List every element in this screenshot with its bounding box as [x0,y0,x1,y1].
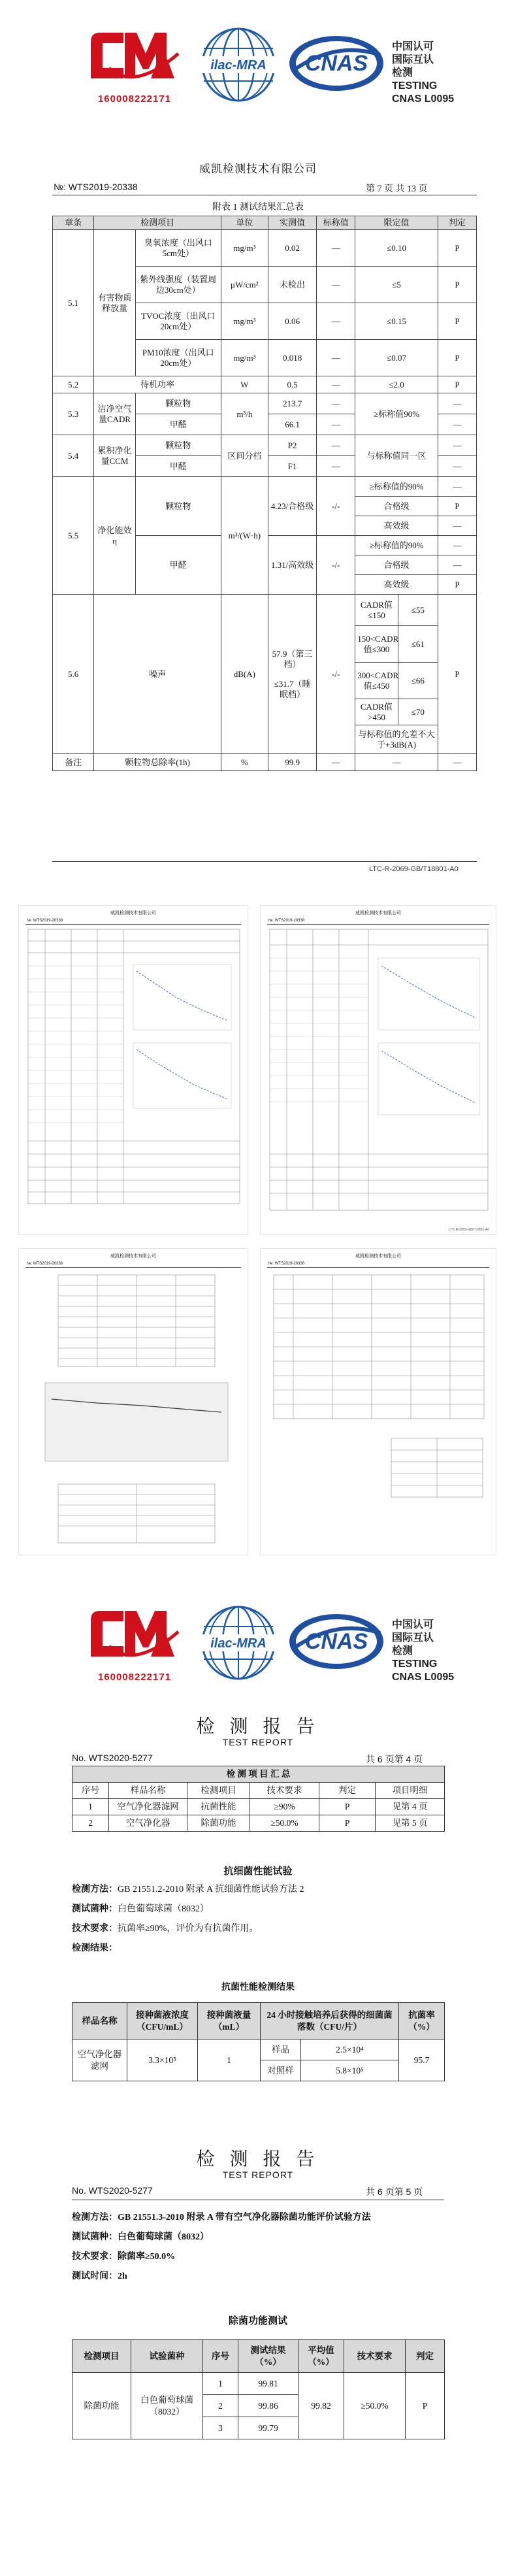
svg-text:CNAS: CNAS [304,1629,368,1654]
table-row: 紫外线强度（装置周边30cm处） μW/cm² 未检出 — ≤5 P [53,267,477,303]
test-items-summary-table [72,1766,445,1832]
table-row: 300<CADR值≤450 ≤66 [53,663,477,699]
table-header-row: 样品名称 接种菌液浓度（CFU/mL） 接种菌液量（mL） 24 小时接触培养后获得的细菌菌落数（CFU/片） 抗菌率（%） [73,2003,445,2039]
table-row: 除菌功能 白色葡萄球菌（8032） 1 99.81 99.82 ≥50.0% P [73,2373,445,2395]
ilac-globe-icon [196,1600,281,1685]
svg-text:ilac-MRA: ilac-MRA [210,58,266,73]
ilac-mra-logo [196,22,281,107]
antibac-method: 检测方法：GB 21551.2-2010 附录 A 抗细菌性能试验方法 2 [72,1885,304,1894]
col-header: 实测值 [268,216,316,230]
cma-number: 160008222171 [97,93,172,105]
cma-logo [84,1606,185,1683]
report2-subtitle: TEST REPORT [222,1737,294,1747]
thumbnail-content-icon [261,906,496,1235]
table-row: TVOC浓度（出风口20cm处） mg/m³ 0.06 — ≤0.15 P [53,303,477,340]
col-header: 标称值 [317,216,355,230]
antibac-requirement: 技术要求：抗菌率≥90%，评价为有抗菌作用。 [72,1924,259,1934]
cma-logo [84,27,185,105]
table-row: 5.2 待机功率 W 0.5 — ≤2.0 P [53,376,477,393]
cnas-mark-icon [287,1612,385,1671]
antibac-section-title: 抗细菌性能试验 [223,1866,293,1877]
cnas-caption [392,1619,454,1684]
report2-page: 共 6 页第 4 页 [366,1754,423,1764]
svg-text:CNAS: CNAS [304,51,368,76]
table-row: 5.3 洁净空气量CADR 颗粒物 m³/h 213.7 — ≥标称值90% — [53,393,477,414]
page-thumbnail[interactable]: 威凯检测技术有限公司 №: WTS2019-20338 [260,1248,496,1555]
table-row: 高效级 — [53,516,477,536]
table-row: 3 99.79 [73,2417,445,2439]
logo-header [0,1578,516,1702]
table-row: 备注 颗粒物总除率(1h) % 99.9 — — — [53,754,477,771]
table-row: 甲醛 1.31/高效级 -/- ≥标称值的90% — [53,536,477,555]
table-row: PM10浓度（出风口20cm处） mg/m³ 0.018 — ≤0.07 P [53,340,477,376]
table-row: 5.1 有害物质释放量 臭氧浓度（出风口5cm处） mg/m³ 0.02 — ≤0.10 P [53,230,477,267]
cnas-line: TESTING [392,80,438,91]
report3-page: 共 6 页第 5 页 [366,2187,423,2197]
report3-subtitle: TEST REPORT [222,2170,294,2180]
thumbnail-content-icon [19,906,248,1235]
cnas-mark-icon [287,34,385,93]
thumbnail-content-icon [19,1249,248,1555]
table-row: 空气净化器滤网 3.3×10⁵ 1 样品 2.5×10⁴ 95.7 [73,2039,445,2060]
table-row: 1 空气净化器滤网 抗菌性能 ≥90% P 见第 4 页 [73,1799,445,1815]
cnas-logo [287,34,385,93]
col-header: 判定 [438,216,476,230]
col-header: 检测项目 [94,216,221,230]
table-row: 对照样 5.8×10⁵ [73,2060,445,2081]
report3-time: 测试时间：2h [72,2271,127,2281]
table-row: 150<CADR值≤300 ≤61 [53,626,477,663]
col-header: 限定值 [355,216,438,230]
table-row: 5.6 噪声 dB(A) 57.9（第三档） ≤31.7（睡眠档） -/- CADR值≤150 ≤55 P [53,595,477,626]
report1-number: №: WTS2019-20338 [54,182,138,192]
report3-number: No. WTS2020-5277 [72,2185,153,2196]
report3-method: 检测方法：GB 21551.3-2010 附录 A 带有空气净化器除菌功能评价试验方法 [72,2213,371,2222]
table-caption: 检 测 项 目 汇 总 [73,1766,445,1783]
cnas-caption [392,41,454,106]
page-thumbnail[interactable]: 威凯检测技术有限公司 №: WTS2019-20338 [18,1248,248,1555]
report3-requirement: 技术要求：除菌率≥50.0% [72,2252,176,2262]
table-header-row: 序号 样品名称 检测项目 技术要求 判定 项目明细 [73,1783,445,1799]
table-row: 合格级 P [53,497,477,516]
ilac-mra-logo [196,1600,281,1685]
table-row: 5.4 累积净化量CCM 颗粒物 区间分档 P2 — 与标称值同一区 — [53,435,477,456]
report1-caption: 附表 1 测试结果汇总表 [212,203,304,212]
antibac-strain: 测试菌种：白色葡萄球菌（8032） [72,1904,209,1914]
cnas-line: TESTING [392,1659,438,1670]
report3-strain: 测试菌种：白色葡萄球菌（8032） [72,2232,209,2242]
ilac-globe-icon [196,22,281,107]
report1-company: 威凯检测技术有限公司 [199,163,317,175]
col-header: 章条 [53,216,94,230]
svg-text:ilac-MRA: ilac-MRA [210,1636,266,1651]
page-thumbnail[interactable]: 威凯检测技术有限公司 №: WTS2019-20338 [18,905,248,1235]
antibac-result-table [72,2002,445,2081]
report2-title: 检 测 报 告 [196,1717,320,1737]
report2-number: No. WTS2020-5277 [72,1753,153,1763]
logo-header [0,0,516,124]
antibac-table-title: 抗菌性能检测结果 [221,1983,295,1992]
cma-number: 160008222171 [97,1672,172,1683]
table-row: CADR值>450 ≤70 [53,699,477,725]
report1-footer-rule [52,861,477,862]
cnas-line: 国际互认 [392,1632,434,1643]
col-header: 单位 [221,216,268,230]
table-row: 5.5 净化能效η 颗粒物 m³/(W·h) 4.23/合格级 -/- ≥标称值的90% — [53,477,477,497]
cma-mark-icon [86,27,184,88]
cnas-line: CNAS L0095 [392,1672,455,1683]
cnas-line: 检测 [392,1645,413,1657]
summary-table [52,216,477,771]
cnas-line: CNAS L0095 [392,93,455,105]
table-row: 甲醛 F1 — — [53,456,477,477]
report1-page: 第 7 页 共 13 页 [366,184,428,194]
table-row: 合格级 — [53,555,477,575]
antibac-result-label: 检测结果： [72,1943,118,1953]
cnas-line: 中国认可 [392,41,434,52]
page-thumbnail[interactable]: 威凯检测技术有限公司 №: WTS2019-20338 LTC-R-2069-GB/T18801-A0 [260,905,496,1235]
cnas-line: 中国认可 [392,1619,434,1630]
cma-mark-icon [86,1606,184,1666]
sterilization-result-table [72,2339,445,2439]
table-row: 甲醛 66.1 — — [53,414,477,435]
cnas-line: 国际互认 [392,54,434,65]
table-row: 与标称值的允差不大于+3dB(A) [53,725,477,754]
report3-title: 检 测 报 告 [196,2149,320,2170]
table-row: 高效级 P [53,575,477,595]
table-row: 2 99.86 [73,2395,445,2417]
report1-footer-code: LTC-R-2069-GB/T18801-A0 [369,865,459,873]
cnas-logo [287,1612,385,1671]
table-header-row [53,216,477,230]
table-header-row: 检测项目 试验菌种 序号 测试结果（%） 平均值（%） 技术要求 判定 [73,2340,445,2373]
cnas-line: 检测 [392,67,413,78]
table-row: 2 空气净化器 除菌功能 ≥50.0% P 见第 5 页 [73,1815,445,1832]
report3-table-title: 除菌功能测试 [228,2316,287,2326]
thumbnail-content-icon [261,1249,496,1555]
